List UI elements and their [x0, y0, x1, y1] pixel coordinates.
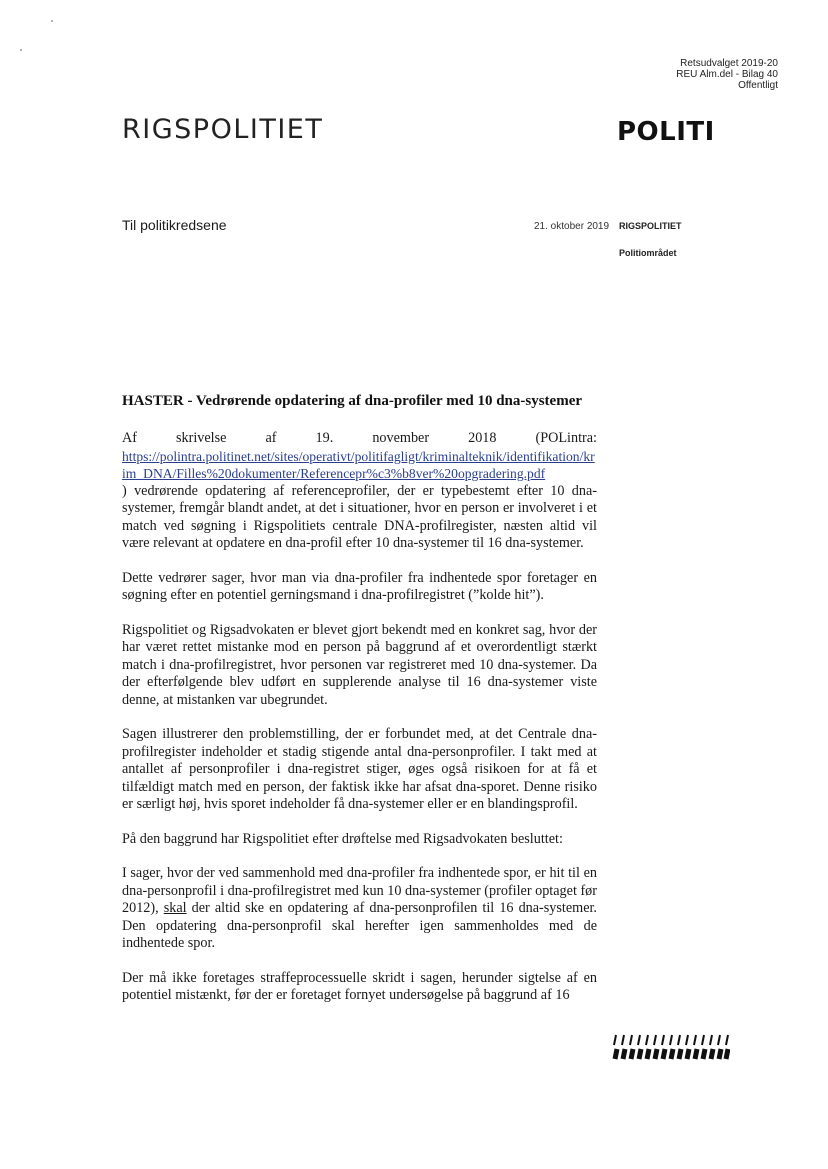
stamp-line-reference: REU Alm.del - Bilag 40 — [676, 69, 778, 80]
archive-stamp — [676, 58, 778, 91]
paragraph-7: Der må ikke foretages straffeprocessuelle skridt i sagen, herunder sigtelse af en potentiel mistænkt, før der er foretaget fornyet undersøgelse på baggrund af 16 — [122, 969, 597, 1003]
stamp-line-committee: Retsudvalget 2019-20 — [680, 58, 778, 69]
sender-department: Politiområdet — [619, 248, 677, 258]
paragraph-6-end: der altid ske en opdatering af dna-personprofilen til 16 dna-systemer. Den opdatering dna-personprofil skal herefter igen sammenholdes med de indhentede spor. — [122, 900, 597, 951]
rigspolitiet-wordmark: RIGSPOLITIET — [122, 114, 324, 145]
paragraph-5: På den baggrund har Rigspolitiet efter drøftelse med Rigsadvokaten besluttet: — [122, 830, 563, 847]
paragraph-6-emphasis: skal — [163, 900, 187, 916]
paragraph-1-rest: ) vedrørende opdatering af referenceprofiler, der er typebestemt efter 10 dna-systemer, fremgår blandt andet, at det i situationer, hvor en person er involveret i et match ved søgning i Rigspolitiets centrale DNA-profilregister, næsten altid vil være relevant at opdatere en dna-profil efter 10 dna-systemer til 16 dna-systemer. — [122, 482, 597, 551]
subject-text: - Vedrørende opdatering af dna-profiler med 10 dna-systemer — [183, 393, 583, 409]
barcode-mark — [612, 1033, 730, 1061]
paragraph-3: Rigspolitiet og Rigsadvokaten er blevet gjort bekendt med en konkret sag, hvor der har været rettet mistanke mod en person på baggrund af et overordentligt stærkt match i dna-profilregistret, hvor personen var registreret med 10 dna-systemer. Da der efterfølgende blev udført en supplerende analyse til 16 dna-systemer viste denne, at mistanken var ubegrundet. — [122, 621, 597, 708]
polintra-link[interactable]: https://polintra.politinet.net/sites/operativt/politifagligt/kriminalteknik/identifikation/krim_DNA/Filles%20dokumenter/Referencepr%c3%b8ver%20opgradering.pdf — [122, 448, 595, 481]
paragraph-2: Dette vedrører sager, hvor man via dna-profiler fra indhentede spor foretager en søgning efter en potentiel gerningsmand i dna-profilregistret (”kolde hit”). — [122, 569, 597, 603]
letter-body — [122, 430, 597, 1022]
paragraph-6 — [122, 865, 597, 953]
stamp-line-status: Offentligt — [738, 80, 778, 91]
sender-organization: RIGSPOLITIET — [619, 221, 682, 231]
recipient: Til politikredsene — [122, 217, 227, 233]
paragraph-intro: Af skrivelse af 19. november 2018 (POLintra: — [122, 430, 597, 446]
paragraph-4: Sagen illustrerer den problemstilling, der er forbundet med, at det Centrale dna-profilregister indeholder et stadig stigende antal dna-personprofiler. I takt med at antallet af personprofiler i dna-registret stiger, øges også risikoen for at få et tilfældigt match med en person, der faktisk ikke har afsat dna-sporet. Denne risiko er særligt høj, hvis sporet indeholder få dna-systemer eller er en blandingsprofil. — [122, 726, 597, 812]
paragraph-6-start: I sager, hvor der ved sammenhold med dna-profiler fra indhentede spor, er hit til en dna-personprofil i dna-profilregistret med kun 10 dna-systemer (profiler optaget før 2012), — [122, 865, 597, 916]
subject-prefix: HASTER — [122, 393, 184, 409]
politi-logo: POLITI — [617, 117, 715, 147]
scan-speck — [20, 49, 22, 51]
subject-heading — [122, 393, 602, 410]
letter-date: 21. oktober 2019 — [534, 221, 610, 232]
scan-speck — [51, 20, 53, 22]
